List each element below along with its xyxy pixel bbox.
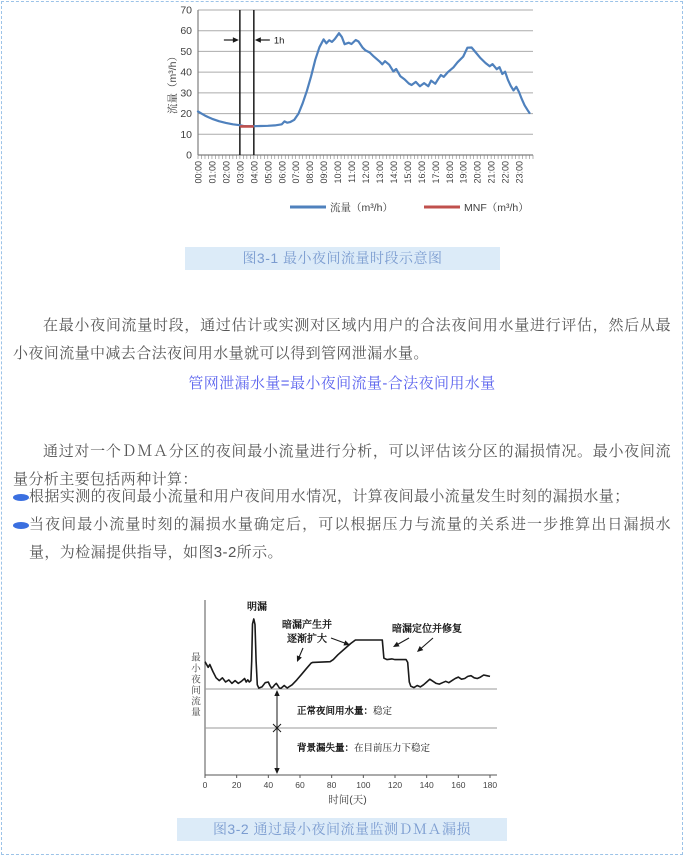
list-item [13,511,671,567]
bullet-2-text: 当夜间最小流量时刻的漏损水量确定后，可以根据压力与流量的关系进一步推算出日漏损水量，为检漏提供指导，如图3-2所示。 [29,516,671,561]
svg-text:11:00: 11:00 [347,161,358,183]
svg-text:明漏: 明漏 [247,602,267,613]
bullet-dot-icon [13,522,29,529]
figure2-caption: 图3-2 通过最小夜间流量监测ＤＭＡ漏损 [177,818,507,841]
svg-text:100: 100 [356,780,371,790]
svg-text:10:00: 10:00 [333,161,344,184]
svg-text:量: 量 [191,707,201,719]
svg-text:80: 80 [326,780,337,790]
svg-text:流量（m³/h）: 流量（m³/h） [330,202,393,214]
svg-text:21:00: 21:00 [486,161,497,184]
paragraph-1: 在最小夜间流量时段，通过估计或实测对区域内用户的合法夜间用水量进行评估，然后从最小夜间流量中减去合法夜间用水量就可以得到管网泄漏水量。 [13,317,671,362]
svg-text:夜: 夜 [191,674,201,686]
svg-text:05:00: 05:00 [263,161,274,184]
bullet-list [13,483,671,567]
svg-text:20: 20 [231,780,242,790]
svg-text:140: 140 [419,780,434,790]
svg-text:04:00: 04:00 [249,161,260,184]
svg-text:40: 40 [180,66,192,79]
svg-text:0: 0 [202,780,208,790]
svg-text:暗漏产生并逐渐扩大: 暗漏产生并逐渐扩大 [282,620,332,645]
svg-text:小: 小 [191,663,201,675]
svg-text:06:00: 06:00 [277,161,288,184]
svg-text:23:00: 23:00 [514,161,525,184]
paragraph-2: 通过对一个ＤＭＡ分区的夜间最小流量进行分析，可以评估该分区的漏损情况。最小夜间流量分析主要包括两种计算： [13,443,671,488]
figure2-chart [0,588,684,818]
svg-text:19:00: 19:00 [458,161,469,184]
svg-text:30: 30 [180,87,192,100]
svg-text:正常夜间用水量：稳定: 正常夜间用水量：稳定 [297,706,393,717]
svg-text:时间(天): 时间(天) [328,794,367,806]
svg-text:12:00: 12:00 [361,161,371,184]
svg-text:18:00: 18:00 [444,161,455,184]
svg-text:0: 0 [186,149,192,162]
svg-text:22:00: 22:00 [500,161,511,184]
list-item [13,483,671,511]
svg-text:间: 间 [191,685,201,697]
svg-text:15:00: 15:00 [402,161,413,184]
svg-text:暗漏定位并修复: 暗漏定位并修复 [392,624,462,635]
figure1-chart [0,0,684,232]
svg-text:60: 60 [180,25,192,38]
svg-text:20: 20 [180,108,192,121]
svg-text:08:00: 08:00 [305,161,316,184]
svg-text:02:00: 02:00 [221,161,232,184]
svg-text:09:00: 09:00 [319,161,330,184]
svg-text:07:00: 07:00 [291,161,302,184]
svg-text:01:00: 01:00 [207,161,218,184]
svg-text:03:00: 03:00 [235,161,246,184]
svg-text:60: 60 [295,780,305,790]
svg-text:16:00: 16:00 [416,161,427,184]
svg-text:13:00: 13:00 [374,161,385,184]
svg-text:背景漏失量：在目前压力下稳定: 背景漏失量：在目前压力下稳定 [297,743,431,754]
svg-text:50: 50 [180,45,192,58]
svg-text:流量（m³/h）: 流量（m³/h） [167,51,179,114]
svg-text:00:00: 00:00 [193,161,204,184]
svg-text:17:00: 17:00 [430,161,441,184]
svg-text:10: 10 [180,128,192,141]
svg-text:14:00: 14:00 [388,161,399,184]
figure1-caption: 图3-1 最小夜间流量时段示意图 [185,247,500,270]
svg-text:180: 180 [482,780,498,790]
svg-text:160: 160 [451,780,466,790]
svg-text:20:00: 20:00 [472,161,483,184]
svg-text:1h: 1h [273,35,285,47]
svg-text:流: 流 [191,696,201,708]
svg-text:40: 40 [263,780,274,790]
svg-text:70: 70 [180,4,192,17]
leakage-formula: 管网泄漏水量=最小夜间流量-合法夜间用水量 [188,375,496,392]
svg-text:MNF（m³/h）: MNF（m³/h） [464,202,529,214]
svg-text:最: 最 [191,652,201,664]
bullet-1-text: 根据实测的夜间最小流量和用户夜间用水情况，计算夜间最小流量发生时刻的漏损水量； [29,488,630,505]
bullet-dot-icon [13,494,29,501]
svg-text:120: 120 [387,780,403,790]
